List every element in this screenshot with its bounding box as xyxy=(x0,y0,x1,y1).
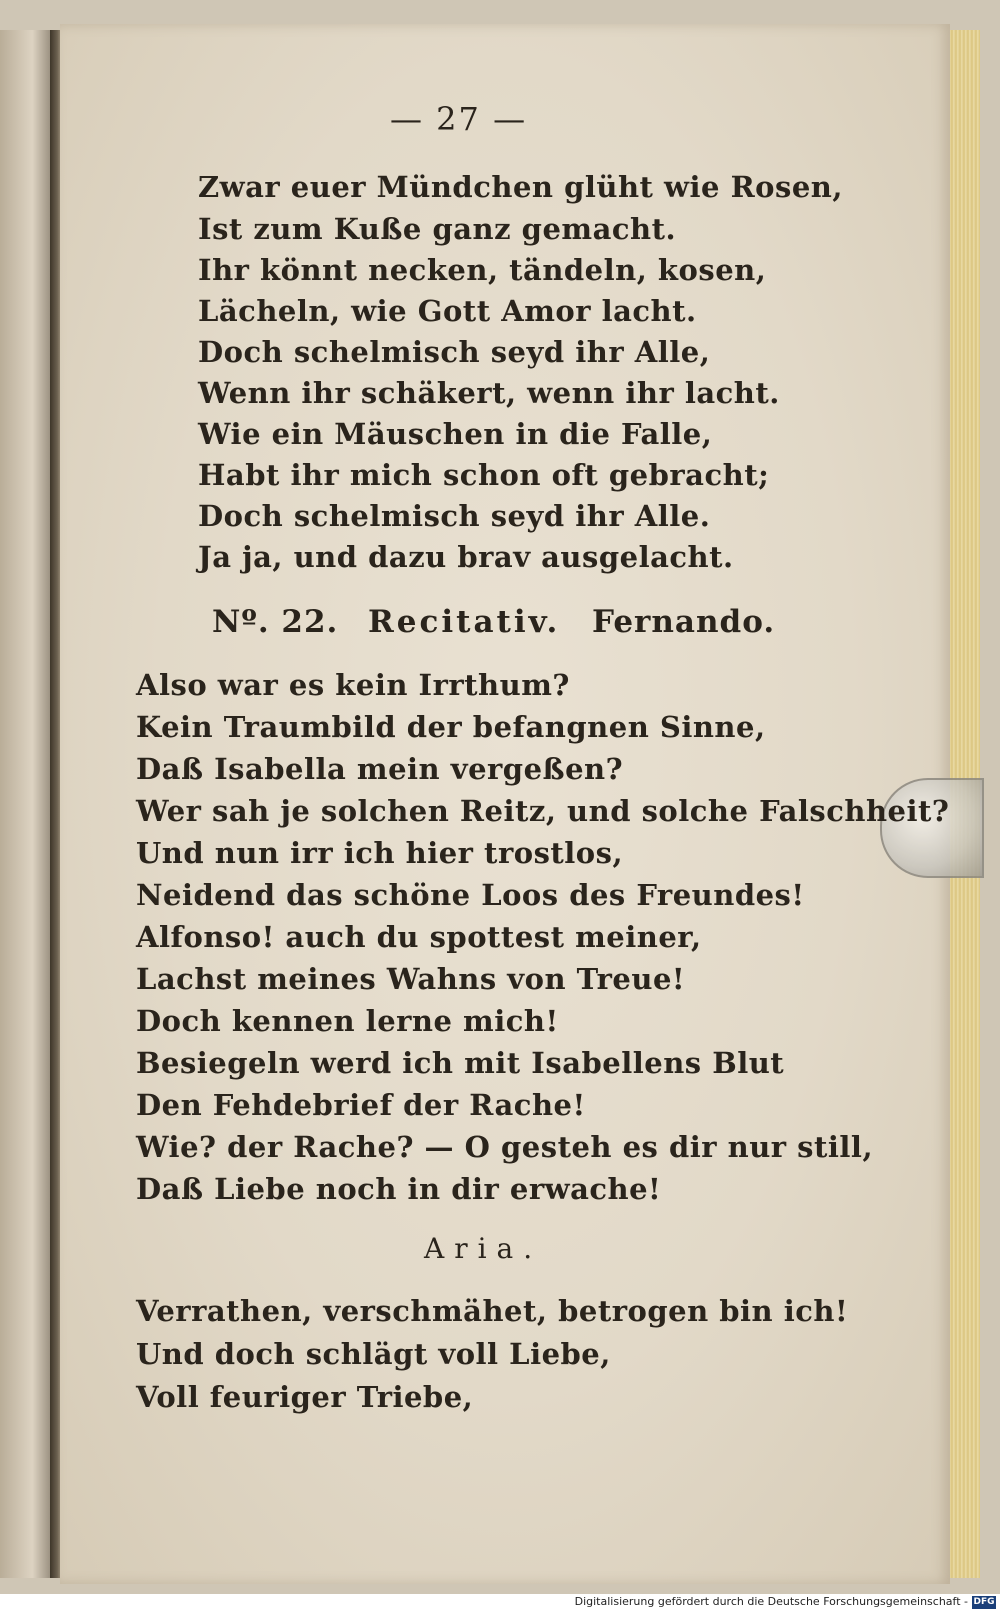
recitative-line: Den Fehdebrief der Rache! xyxy=(136,1088,586,1122)
recitative-line: Wer sah je solchen Reitz, und solche Falschheit? xyxy=(136,794,950,828)
section-number: Nº. 22. xyxy=(212,604,339,640)
page-number: — 27 — xyxy=(390,100,528,138)
verse-line: Zwar euer Mündchen glüht wie Rosen, xyxy=(198,170,843,204)
recitative-line: Neidend das schöne Loos des Freundes! xyxy=(136,878,805,912)
digitization-footer xyxy=(0,1594,1000,1612)
verse-line: Wenn ihr schäkert, wenn ihr lacht. xyxy=(198,376,780,410)
aria-line: Voll feuriger Triebe, xyxy=(136,1380,474,1414)
recitative-line: Kein Traumbild der befangnen Sinne, xyxy=(136,710,766,744)
recitative-line: Daß Liebe noch in dir erwache! xyxy=(136,1172,662,1206)
section-character: Fernando. xyxy=(592,604,776,640)
left-page-edge xyxy=(0,30,54,1578)
verse-line: Ihr könnt necken, tändeln, kosen, xyxy=(198,253,767,287)
verse-line: Ja ja, und dazu brav ausgelacht. xyxy=(198,540,734,574)
recitative-line: Besiegeln werd ich mit Isabellens Blut xyxy=(136,1046,785,1080)
recitative-line: Lachst meines Wahns von Treue! xyxy=(136,962,686,996)
footer-credit: Digitalisierung gefördert durch die Deutsche Forschungsgemeinschaft - xyxy=(574,1595,968,1608)
recitative-line: Wie? der Rache? — O gesteh es dir nur still, xyxy=(136,1130,874,1164)
page-clip xyxy=(880,778,984,878)
recitative-line: Also war es kein Irrthum? xyxy=(136,668,570,702)
section-title: Recitativ. xyxy=(368,604,561,640)
verse-line: Doch schelmisch seyd ihr Alle, xyxy=(198,335,711,369)
verse-line: Ist zum Kuße ganz gemacht. xyxy=(198,212,677,246)
dfg-logo: DFG xyxy=(973,1597,995,1607)
aria-line: Und doch schlägt voll Liebe, xyxy=(136,1337,611,1371)
verse-line: Habt ihr mich schon oft gebracht; xyxy=(198,458,770,492)
recitative-line: Doch kennen lerne mich! xyxy=(136,1004,559,1038)
recitative-line: Daß Isabella mein vergeßen? xyxy=(136,752,624,786)
aria-line: Verrathen, verschmähet, betrogen bin ich! xyxy=(136,1294,849,1328)
recitative-line: Alfonso! auch du spottest meiner, xyxy=(136,920,702,954)
verse-line: Doch schelmisch seyd ihr Alle. xyxy=(198,499,711,533)
verse-line: Wie ein Mäuschen in die Falle, xyxy=(198,417,713,451)
aria-title: Aria. xyxy=(424,1232,543,1265)
recitative-line: Und nun irr ich hier trostlos, xyxy=(136,836,624,870)
verse-line: Lächeln, wie Gott Amor lacht. xyxy=(198,294,697,328)
